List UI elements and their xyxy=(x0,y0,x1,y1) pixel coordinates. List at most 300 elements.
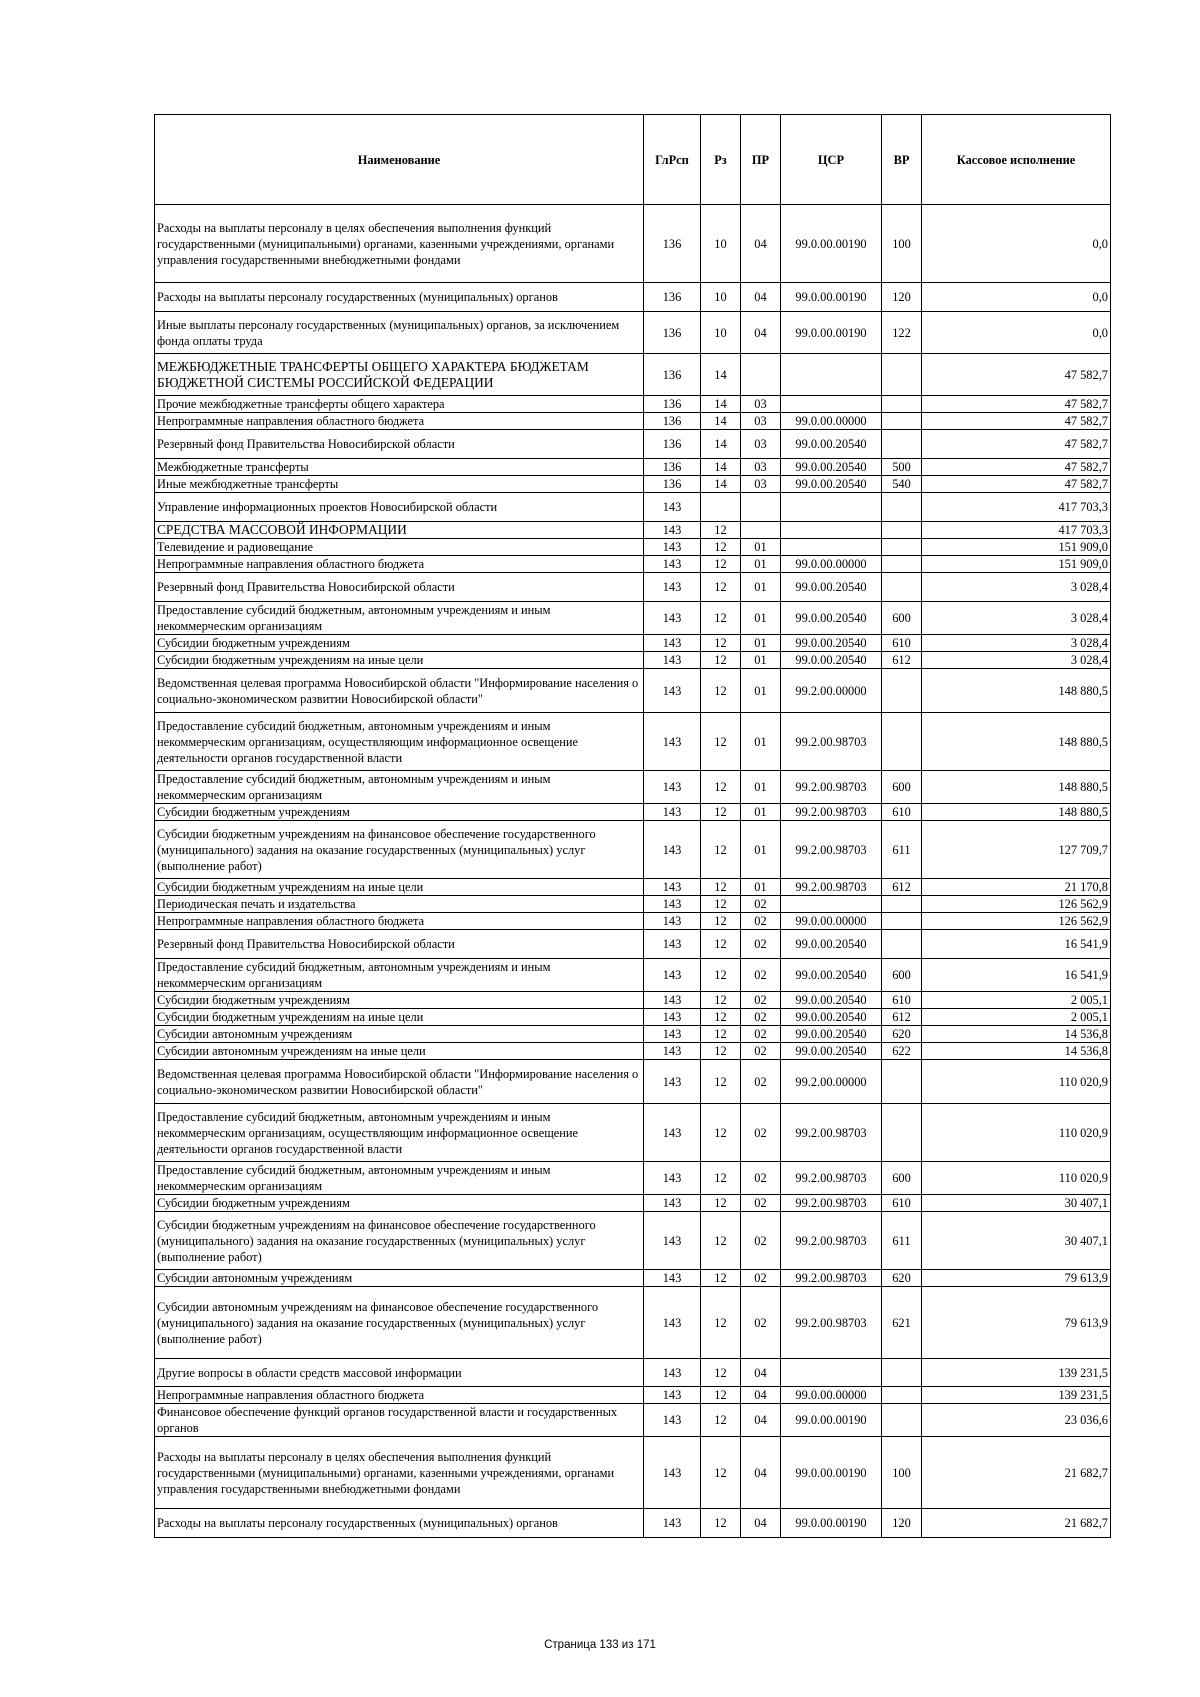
table-row xyxy=(155,1162,1111,1195)
cell-amount: 417 703,3 xyxy=(922,493,1111,522)
cell-amount: 23 036,6 xyxy=(922,1404,1111,1437)
cell-rz: 12 xyxy=(701,992,741,1009)
cell-glrsp: 143 xyxy=(644,959,701,992)
cell-glrsp: 143 xyxy=(644,1162,701,1195)
budget-table xyxy=(154,114,1111,1538)
cell-csr: 99.2.00.00000 xyxy=(781,1060,882,1104)
cell-pr: 02 xyxy=(741,1195,781,1212)
cell-amount: 47 582,7 xyxy=(922,413,1111,430)
cell-amount: 3 028,4 xyxy=(922,635,1111,652)
cell-vr: 120 xyxy=(882,1509,922,1538)
cell-name: Резервный фонд Правительства Новосибирской области xyxy=(155,430,644,459)
cell-name: Другие вопросы в области средств массовой информации xyxy=(155,1359,644,1387)
cell-csr: 99.2.00.98703 xyxy=(781,1287,882,1359)
cell-rz: 12 xyxy=(701,1404,741,1437)
cell-rz: 12 xyxy=(701,713,741,771)
cell-rz: 12 xyxy=(701,1104,741,1162)
cell-vr: 600 xyxy=(882,771,922,804)
cell-glrsp: 143 xyxy=(644,1509,701,1538)
cell-name: Расходы на выплаты персоналу в целях обеспечения выполнения функций государственными (муниципальными) органами, казенными учреждениями, органами управления государственными внебюджетными фондами xyxy=(155,1437,644,1509)
cell-amount: 16 541,9 xyxy=(922,959,1111,992)
cell-name: Предоставление субсидий бюджетным, автономным учреждениям и иным некоммерческим организациям xyxy=(155,602,644,635)
table-row xyxy=(155,959,1111,992)
cell-name: Управление информационных проектов Новосибирской области xyxy=(155,493,644,522)
cell-name: Предоставление субсидий бюджетным, автономным учреждениям и иным некоммерческим организациям, осуществляющим информационное освещение деятельности органов государственной власти xyxy=(155,1104,644,1162)
cell-name: Субсидии автономным учреждениям на финансовое обеспечение государственного (муниципального) задания на оказание государственных (муниципальных) услуг (выполнение работ) xyxy=(155,1287,644,1359)
cell-pr: 01 xyxy=(741,669,781,713)
cell-glrsp: 136 xyxy=(644,312,701,354)
cell-csr: 99.0.00.00190 xyxy=(781,312,882,354)
cell-rz: 12 xyxy=(701,1162,741,1195)
header-glrsp: ГлРсп xyxy=(644,115,701,205)
cell-rz: 12 xyxy=(701,1270,741,1287)
table-row xyxy=(155,804,1111,821)
table-row xyxy=(155,652,1111,669)
header-rz: Рз xyxy=(701,115,741,205)
table-row xyxy=(155,1026,1111,1043)
cell-pr xyxy=(741,522,781,539)
table-row xyxy=(155,1009,1111,1026)
cell-glrsp: 143 xyxy=(644,1270,701,1287)
cell-amount: 47 582,7 xyxy=(922,459,1111,476)
cell-csr xyxy=(781,539,882,556)
table-header xyxy=(155,115,1111,205)
table-row xyxy=(155,1387,1111,1404)
table-row xyxy=(155,539,1111,556)
cell-name: Иные межбюджетные трансферты xyxy=(155,476,644,493)
cell-amount: 3 028,4 xyxy=(922,602,1111,635)
cell-csr: 99.2.00.98703 xyxy=(781,1212,882,1270)
cell-glrsp: 136 xyxy=(644,413,701,430)
cell-csr: 99.0.00.20540 xyxy=(781,635,882,652)
cell-name: Периодическая печать и издательства xyxy=(155,896,644,913)
cell-rz: 12 xyxy=(701,959,741,992)
cell-pr: 01 xyxy=(741,804,781,821)
cell-rz: 12 xyxy=(701,635,741,652)
cell-amount: 0,0 xyxy=(922,312,1111,354)
cell-rz: 12 xyxy=(701,1212,741,1270)
cell-csr: 99.0.00.00190 xyxy=(781,283,882,312)
cell-pr: 01 xyxy=(741,573,781,602)
cell-amount: 139 231,5 xyxy=(922,1387,1111,1404)
cell-csr: 99.0.00.20540 xyxy=(781,476,882,493)
cell-glrsp: 143 xyxy=(644,1009,701,1026)
cell-vr xyxy=(882,713,922,771)
cell-pr: 02 xyxy=(741,896,781,913)
cell-rz: 12 xyxy=(701,1043,741,1060)
cell-glrsp: 136 xyxy=(644,459,701,476)
cell-vr: 610 xyxy=(882,1195,922,1212)
table-row xyxy=(155,1359,1111,1387)
cell-csr: 99.0.00.00190 xyxy=(781,1404,882,1437)
cell-vr xyxy=(882,896,922,913)
table-row xyxy=(155,396,1111,413)
cell-csr xyxy=(781,396,882,413)
table-row xyxy=(155,354,1111,396)
header-pr: ПР xyxy=(741,115,781,205)
table-row xyxy=(155,913,1111,930)
cell-pr: 04 xyxy=(741,1359,781,1387)
cell-name: Финансовое обеспечение функций органов государственной власти и государственных органов xyxy=(155,1404,644,1437)
table-row xyxy=(155,1270,1111,1287)
cell-name: Иные выплаты персоналу государственных (муниципальных) органов, за исключением фонда оплаты труда xyxy=(155,312,644,354)
cell-name: Межбюджетные трансферты xyxy=(155,459,644,476)
table-row xyxy=(155,771,1111,804)
cell-name: Субсидии бюджетным учреждениям на финансовое обеспечение государственного (муниципального) задания на оказание государственных (муниципальных) услуг (выполнение работ) xyxy=(155,1212,644,1270)
cell-amount: 110 020,9 xyxy=(922,1060,1111,1104)
cell-csr: 99.0.00.20540 xyxy=(781,602,882,635)
cell-vr xyxy=(882,913,922,930)
cell-csr: 99.0.00.00000 xyxy=(781,1387,882,1404)
cell-glrsp: 143 xyxy=(644,669,701,713)
cell-pr: 02 xyxy=(741,1287,781,1359)
cell-glrsp: 136 xyxy=(644,430,701,459)
table-body xyxy=(155,205,1111,1538)
cell-pr: 02 xyxy=(741,1270,781,1287)
cell-csr: 99.2.00.98703 xyxy=(781,1162,882,1195)
cell-csr xyxy=(781,493,882,522)
cell-rz xyxy=(701,493,741,522)
cell-rz: 12 xyxy=(701,602,741,635)
cell-glrsp: 143 xyxy=(644,821,701,879)
cell-vr: 612 xyxy=(882,1009,922,1026)
table-row xyxy=(155,430,1111,459)
cell-vr: 540 xyxy=(882,476,922,493)
table-row xyxy=(155,879,1111,896)
cell-rz: 12 xyxy=(701,879,741,896)
cell-vr xyxy=(882,413,922,430)
cell-name: Субсидии бюджетным учреждениям на иные цели xyxy=(155,652,644,669)
cell-glrsp: 143 xyxy=(644,771,701,804)
table-row xyxy=(155,413,1111,430)
cell-vr xyxy=(882,1060,922,1104)
cell-vr xyxy=(882,573,922,602)
cell-glrsp: 143 xyxy=(644,713,701,771)
cell-pr: 01 xyxy=(741,879,781,896)
cell-rz: 14 xyxy=(701,476,741,493)
cell-glrsp: 143 xyxy=(644,896,701,913)
cell-vr: 611 xyxy=(882,821,922,879)
cell-vr xyxy=(882,539,922,556)
cell-pr: 02 xyxy=(741,959,781,992)
cell-csr: 99.0.00.00000 xyxy=(781,413,882,430)
cell-pr: 04 xyxy=(741,283,781,312)
table-row xyxy=(155,896,1111,913)
table-row xyxy=(155,821,1111,879)
cell-rz: 12 xyxy=(701,669,741,713)
cell-glrsp: 143 xyxy=(644,635,701,652)
cell-csr: 99.0.00.00000 xyxy=(781,913,882,930)
cell-amount: 3 028,4 xyxy=(922,652,1111,669)
cell-pr: 02 xyxy=(741,1060,781,1104)
cell-name: Субсидии бюджетным учреждениям на иные цели xyxy=(155,1009,644,1026)
cell-vr: 610 xyxy=(882,804,922,821)
cell-pr: 04 xyxy=(741,312,781,354)
cell-name: Предоставление субсидий бюджетным, автономным учреждениям и иным некоммерческим организациям, осуществляющим информационное освещение деятельности органов государственной власти xyxy=(155,713,644,771)
cell-glrsp: 143 xyxy=(644,1212,701,1270)
cell-amount: 139 231,5 xyxy=(922,1359,1111,1387)
cell-vr: 612 xyxy=(882,652,922,669)
cell-amount: 148 880,5 xyxy=(922,713,1111,771)
cell-csr: 99.0.00.00190 xyxy=(781,1437,882,1509)
cell-amount: 2 005,1 xyxy=(922,1009,1111,1026)
cell-vr: 600 xyxy=(882,959,922,992)
cell-vr: 610 xyxy=(882,635,922,652)
cell-rz: 14 xyxy=(701,396,741,413)
cell-vr: 122 xyxy=(882,312,922,354)
cell-pr: 02 xyxy=(741,930,781,959)
cell-name: Субсидии автономным учреждениям на иные цели xyxy=(155,1043,644,1060)
cell-pr: 02 xyxy=(741,1212,781,1270)
table-row xyxy=(155,312,1111,354)
cell-pr xyxy=(741,354,781,396)
cell-glrsp: 143 xyxy=(644,573,701,602)
cell-glrsp: 143 xyxy=(644,992,701,1009)
cell-glrsp: 143 xyxy=(644,913,701,930)
cell-pr: 03 xyxy=(741,430,781,459)
cell-csr: 99.0.00.00190 xyxy=(781,205,882,283)
cell-name: Субсидии бюджетным учреждениям xyxy=(155,804,644,821)
cell-vr xyxy=(882,669,922,713)
cell-amount: 151 909,0 xyxy=(922,556,1111,573)
cell-vr xyxy=(882,522,922,539)
cell-rz: 12 xyxy=(701,1060,741,1104)
table-row xyxy=(155,1104,1111,1162)
cell-vr: 612 xyxy=(882,879,922,896)
cell-glrsp: 143 xyxy=(644,1287,701,1359)
cell-amount: 14 536,8 xyxy=(922,1043,1111,1060)
table-row xyxy=(155,205,1111,283)
cell-vr xyxy=(882,1104,922,1162)
cell-glrsp: 143 xyxy=(644,1026,701,1043)
cell-csr: 99.2.00.98703 xyxy=(781,1270,882,1287)
cell-name: СРЕДСТВА МАССОВОЙ ИНФОРМАЦИИ xyxy=(155,522,644,539)
cell-name: Непрограммные направления областного бюджета xyxy=(155,1387,644,1404)
table-row xyxy=(155,459,1111,476)
cell-pr: 02 xyxy=(741,1043,781,1060)
cell-glrsp: 143 xyxy=(644,493,701,522)
cell-csr xyxy=(781,354,882,396)
cell-amount: 47 582,7 xyxy=(922,476,1111,493)
cell-rz: 12 xyxy=(701,1195,741,1212)
cell-glrsp: 143 xyxy=(644,652,701,669)
cell-rz: 12 xyxy=(701,556,741,573)
table-row xyxy=(155,602,1111,635)
cell-glrsp: 143 xyxy=(644,1437,701,1509)
cell-csr xyxy=(781,522,882,539)
cell-rz: 12 xyxy=(701,1026,741,1043)
cell-rz: 12 xyxy=(701,522,741,539)
cell-glrsp: 143 xyxy=(644,602,701,635)
cell-glrsp: 136 xyxy=(644,354,701,396)
cell-glrsp: 143 xyxy=(644,556,701,573)
cell-pr: 03 xyxy=(741,396,781,413)
cell-vr xyxy=(882,930,922,959)
cell-pr: 01 xyxy=(741,635,781,652)
cell-name: Субсидии автономным учреждениям xyxy=(155,1026,644,1043)
cell-csr: 99.2.00.98703 xyxy=(781,1104,882,1162)
cell-rz: 12 xyxy=(701,539,741,556)
cell-pr: 03 xyxy=(741,459,781,476)
cell-glrsp: 143 xyxy=(644,1387,701,1404)
cell-glrsp: 136 xyxy=(644,476,701,493)
cell-rz: 12 xyxy=(701,1437,741,1509)
cell-glrsp: 143 xyxy=(644,1043,701,1060)
cell-vr: 610 xyxy=(882,992,922,1009)
cell-vr: 600 xyxy=(882,602,922,635)
table-row xyxy=(155,283,1111,312)
table-row xyxy=(155,713,1111,771)
cell-vr: 500 xyxy=(882,459,922,476)
cell-csr: 99.0.00.00190 xyxy=(781,1509,882,1538)
cell-name: Телевидение и радиовещание xyxy=(155,539,644,556)
cell-amount: 21 170,8 xyxy=(922,879,1111,896)
cell-rz: 10 xyxy=(701,205,741,283)
cell-csr: 99.0.00.20540 xyxy=(781,992,882,1009)
cell-name: Резервный фонд Правительства Новосибирской области xyxy=(155,930,644,959)
table-row xyxy=(155,930,1111,959)
cell-vr xyxy=(882,354,922,396)
cell-glrsp: 136 xyxy=(644,396,701,413)
cell-csr: 99.2.00.98703 xyxy=(781,713,882,771)
cell-name: Прочие межбюджетные трансферты общего характера xyxy=(155,396,644,413)
cell-rz: 10 xyxy=(701,312,741,354)
cell-csr: 99.2.00.98703 xyxy=(781,804,882,821)
cell-pr: 02 xyxy=(741,1162,781,1195)
cell-name: Расходы на выплаты персоналу государственных (муниципальных) органов xyxy=(155,1509,644,1538)
cell-rz: 12 xyxy=(701,1509,741,1538)
cell-csr: 99.2.00.98703 xyxy=(781,821,882,879)
cell-vr: 100 xyxy=(882,1437,922,1509)
table-row xyxy=(155,1437,1111,1509)
cell-csr: 99.0.00.20540 xyxy=(781,930,882,959)
cell-rz: 12 xyxy=(701,1287,741,1359)
table-row xyxy=(155,1404,1111,1437)
cell-name: Расходы на выплаты персоналу государственных (муниципальных) органов xyxy=(155,283,644,312)
cell-amount: 127 709,7 xyxy=(922,821,1111,879)
table-row xyxy=(155,1509,1111,1538)
cell-vr xyxy=(882,1359,922,1387)
cell-amount: 126 562,9 xyxy=(922,896,1111,913)
cell-amount: 47 582,7 xyxy=(922,354,1111,396)
cell-csr: 99.0.00.20540 xyxy=(781,573,882,602)
cell-glrsp: 143 xyxy=(644,1060,701,1104)
header-csr: ЦСР xyxy=(781,115,882,205)
cell-vr xyxy=(882,556,922,573)
cell-rz: 12 xyxy=(701,771,741,804)
cell-pr: 02 xyxy=(741,913,781,930)
cell-vr: 120 xyxy=(882,283,922,312)
table-row xyxy=(155,476,1111,493)
cell-glrsp: 143 xyxy=(644,930,701,959)
cell-csr: 99.0.00.20540 xyxy=(781,1009,882,1026)
cell-name: Резервный фонд Правительства Новосибирской области xyxy=(155,573,644,602)
cell-amount: 110 020,9 xyxy=(922,1104,1111,1162)
cell-csr: 99.2.00.00000 xyxy=(781,669,882,713)
cell-rz: 12 xyxy=(701,896,741,913)
cell-rz: 12 xyxy=(701,573,741,602)
cell-csr: 99.0.00.20540 xyxy=(781,1026,882,1043)
cell-pr: 01 xyxy=(741,539,781,556)
cell-amount: 126 562,9 xyxy=(922,913,1111,930)
cell-name: Расходы на выплаты персоналу в целях обеспечения выполнения функций государственными (муниципальными) органами, казенными учреждениями, органами управления государственными внебюджетными фондами xyxy=(155,205,644,283)
cell-vr: 622 xyxy=(882,1043,922,1060)
cell-rz: 12 xyxy=(701,821,741,879)
cell-glrsp: 143 xyxy=(644,539,701,556)
cell-name: Предоставление субсидий бюджетным, автономным учреждениям и иным некоммерческим организациям xyxy=(155,771,644,804)
cell-name: Ведомственная целевая программа Новосибирской области "Информирование населения о социально-экономическом развитии Новосибирской области" xyxy=(155,1060,644,1104)
cell-vr: 621 xyxy=(882,1287,922,1359)
page-number: Страница 133 из 171 xyxy=(544,1639,656,1651)
cell-amount: 2 005,1 xyxy=(922,992,1111,1009)
cell-rz: 12 xyxy=(701,1387,741,1404)
cell-glrsp: 136 xyxy=(644,283,701,312)
cell-glrsp: 143 xyxy=(644,804,701,821)
cell-rz: 10 xyxy=(701,283,741,312)
cell-rz: 14 xyxy=(701,413,741,430)
cell-name: Ведомственная целевая программа Новосибирской области "Информирование населения о социально-экономическом развитии Новосибирской области" xyxy=(155,669,644,713)
cell-glrsp: 143 xyxy=(644,1359,701,1387)
cell-csr: 99.0.00.20540 xyxy=(781,459,882,476)
cell-pr: 04 xyxy=(741,1437,781,1509)
header-row xyxy=(155,115,1111,205)
cell-csr xyxy=(781,1359,882,1387)
cell-amount: 417 703,3 xyxy=(922,522,1111,539)
cell-pr: 01 xyxy=(741,602,781,635)
cell-amount: 79 613,9 xyxy=(922,1270,1111,1287)
cell-vr: 600 xyxy=(882,1162,922,1195)
cell-name: Непрограммные направления областного бюджета xyxy=(155,413,644,430)
cell-amount: 14 536,8 xyxy=(922,1026,1111,1043)
cell-csr: 99.2.00.98703 xyxy=(781,1195,882,1212)
cell-rz: 12 xyxy=(701,1009,741,1026)
cell-amount: 148 880,5 xyxy=(922,669,1111,713)
cell-pr: 01 xyxy=(741,821,781,879)
cell-csr xyxy=(781,896,882,913)
cell-rz: 14 xyxy=(701,354,741,396)
header-name: Наименование xyxy=(155,115,644,205)
cell-pr: 02 xyxy=(741,1104,781,1162)
cell-glrsp: 143 xyxy=(644,1104,701,1162)
cell-csr: 99.0.00.20540 xyxy=(781,1043,882,1060)
cell-vr xyxy=(882,1404,922,1437)
cell-vr xyxy=(882,493,922,522)
header-vr: ВР xyxy=(882,115,922,205)
cell-pr: 01 xyxy=(741,713,781,771)
cell-glrsp: 136 xyxy=(644,205,701,283)
cell-vr: 100 xyxy=(882,205,922,283)
table-row xyxy=(155,669,1111,713)
table-row xyxy=(155,522,1111,539)
cell-vr: 620 xyxy=(882,1026,922,1043)
cell-vr: 611 xyxy=(882,1212,922,1270)
cell-vr xyxy=(882,430,922,459)
table-row xyxy=(155,493,1111,522)
cell-amount: 148 880,5 xyxy=(922,771,1111,804)
cell-pr: 02 xyxy=(741,1026,781,1043)
cell-amount: 21 682,7 xyxy=(922,1509,1111,1538)
cell-pr: 04 xyxy=(741,205,781,283)
cell-csr: 99.0.00.20540 xyxy=(781,652,882,669)
cell-csr: 99.0.00.20540 xyxy=(781,959,882,992)
cell-csr: 99.0.00.20540 xyxy=(781,430,882,459)
cell-rz: 14 xyxy=(701,430,741,459)
cell-amount: 0,0 xyxy=(922,283,1111,312)
cell-name: Субсидии бюджетным учреждениям на финансовое обеспечение государственного (муниципального) задания на оказание государственных (муниципальных) услуг (выполнение работ) xyxy=(155,821,644,879)
cell-amount: 21 682,7 xyxy=(922,1437,1111,1509)
cell-amount: 148 880,5 xyxy=(922,804,1111,821)
cell-pr: 01 xyxy=(741,652,781,669)
